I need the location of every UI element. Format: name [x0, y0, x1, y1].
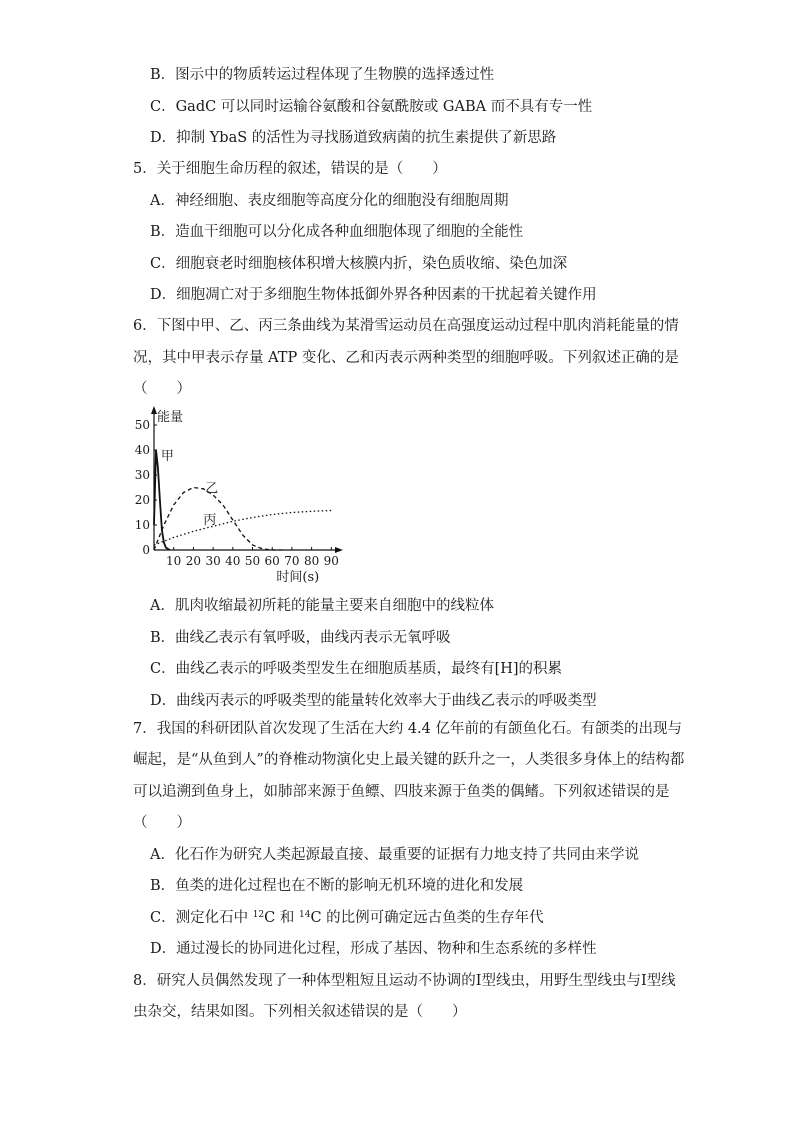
- q6-option-a: A．肌肉收缩最初所耗的能量主要来自细胞中的线粒体: [150, 598, 494, 614]
- q6-option-b: B．曲线乙表示有氧呼吸，曲线丙表示无氧呼吸: [150, 630, 451, 646]
- q7-stem-line4: （ ）: [133, 815, 191, 831]
- y-tick-label: 50: [134, 418, 150, 432]
- energy-chart: [132, 404, 347, 584]
- q7-c-sup-12: 12: [252, 910, 265, 920]
- q7-stem-line3: 可以追溯到鱼身上，如肺部来源于鱼鳔、四肢来源于鱼类的偶鳍。下列叙述错误的是: [133, 784, 670, 800]
- q7-option-c: [150, 909, 544, 927]
- x-tick-label: 90: [323, 554, 339, 568]
- series-label-丙: 丙: [203, 512, 217, 528]
- x-tick-label: 40: [225, 554, 241, 568]
- q7-c-sup-14: 14: [298, 910, 311, 920]
- q7-c-text-1: C．测定化石中: [150, 910, 253, 926]
- q7-option-a: A．化石作为研究人类起源最直接、最重要的证据有力地支持了共同由来学说: [150, 847, 639, 863]
- x-tick-label: 30: [205, 554, 221, 568]
- q7-option-d: D．通过漫长的协同进化过程，形成了基因、物种和生态系统的多样性: [150, 941, 597, 957]
- q6-option-d: D．曲线丙表示的呼吸类型的能量转化效率大于曲线乙表示的呼吸类型: [150, 693, 597, 709]
- q8-stem-line1: 8．研究人员偶然发现了一种体型粗短且运动不协调的Ⅰ型线虫，用野生型线虫与Ⅰ型线: [133, 973, 676, 989]
- q7-stem-line2: 崛起，是“从鱼到人”的脊椎动物演化史上最关键的跃升之一，人类很多身体上的结构都: [133, 752, 685, 768]
- q7-option-b: B．鱼类的进化过程也在不断的影响无机环境的进化和发展: [150, 878, 524, 894]
- q4-option-d: D．抑制 YbaS 的活性为寻找肠道致病菌的抗生素提供了新思路: [150, 130, 557, 146]
- q7-c-text-2: C 和: [264, 910, 299, 926]
- series-line-丙: [154, 511, 331, 546]
- q5-option-a: A．神经细胞、表皮细胞等高度分化的细胞没有细胞周期: [150, 193, 509, 209]
- y-tick-label: 10: [134, 518, 150, 532]
- series-label-乙: 乙: [205, 481, 219, 497]
- x-tick-label: 20: [185, 554, 202, 568]
- q5-option-d: D．细胞凋亡对于多细胞生物体抵御外界各种因素的干扰起着关键作用: [150, 287, 597, 303]
- chart-axes: [151, 406, 343, 553]
- y-axis-label: 能量: [157, 410, 184, 425]
- q6-option-c: C．曲线乙表示的呼吸类型发生在细胞质基质，最终有[H]的积累: [150, 661, 563, 677]
- q6-stem-line2: 况，其中甲表示存量 ATP 变化、乙和丙表示两种类型的细胞呼吸。下列叙述正确的是: [133, 350, 679, 366]
- q7-stem-line1: 7．我国的科研团队首次发现了生活在大约 4.4 亿年前的有颌鱼化石。有颌类的出现与: [133, 721, 683, 737]
- q6-stem-line1: 6．下图中甲、乙、丙三条曲线为某滑雪运动员在高强度运动过程中肌肉消耗能量的情: [133, 318, 679, 334]
- q5-stem: 5．关于细胞生命历程的叙述，错误的是（ ）: [133, 161, 447, 177]
- q8-stem-line2: 虫杂交，结果如图。下列相关叙述错误的是（ ）: [133, 1004, 467, 1020]
- x-tick-label: 70: [284, 554, 300, 568]
- x-tick-label: 50: [244, 554, 261, 568]
- q6-stem-line3: （ ）: [133, 381, 191, 397]
- y-tick-label: 30: [134, 468, 150, 482]
- x-tick-label: 60: [264, 554, 280, 568]
- chart-series: [154, 450, 331, 550]
- series-line-乙: [154, 488, 282, 551]
- q4-option-b: B．图示中的物质转运过程体现了生物膜的选择透过性: [150, 67, 495, 83]
- y-tick-label: 20: [134, 493, 150, 507]
- y-tick-label: 0: [142, 543, 150, 557]
- q5-option-c: C．细胞衰老时细胞核体积增大核膜内折，染色质收缩、染色加深: [150, 256, 568, 272]
- q5-option-b: B．造血干细胞可以分化成各种血细胞体现了细胞的全能性: [150, 224, 524, 240]
- q4-option-c: C．GadC 可以同时运输谷氨酸和谷氨酰胺或 GABA 而不具有专一性: [150, 99, 593, 115]
- x-tick-label: 10: [166, 554, 182, 568]
- x-axis-arrow: [335, 547, 343, 553]
- x-tick-label: 80: [303, 554, 320, 568]
- series-label-甲: 甲: [160, 449, 174, 464]
- y-tick-label: 40: [134, 443, 150, 457]
- x-axis-label: 时间(s): [276, 570, 320, 584]
- q7-c-text-3: C 的比例可确定远古鱼类的生存年代: [310, 910, 544, 926]
